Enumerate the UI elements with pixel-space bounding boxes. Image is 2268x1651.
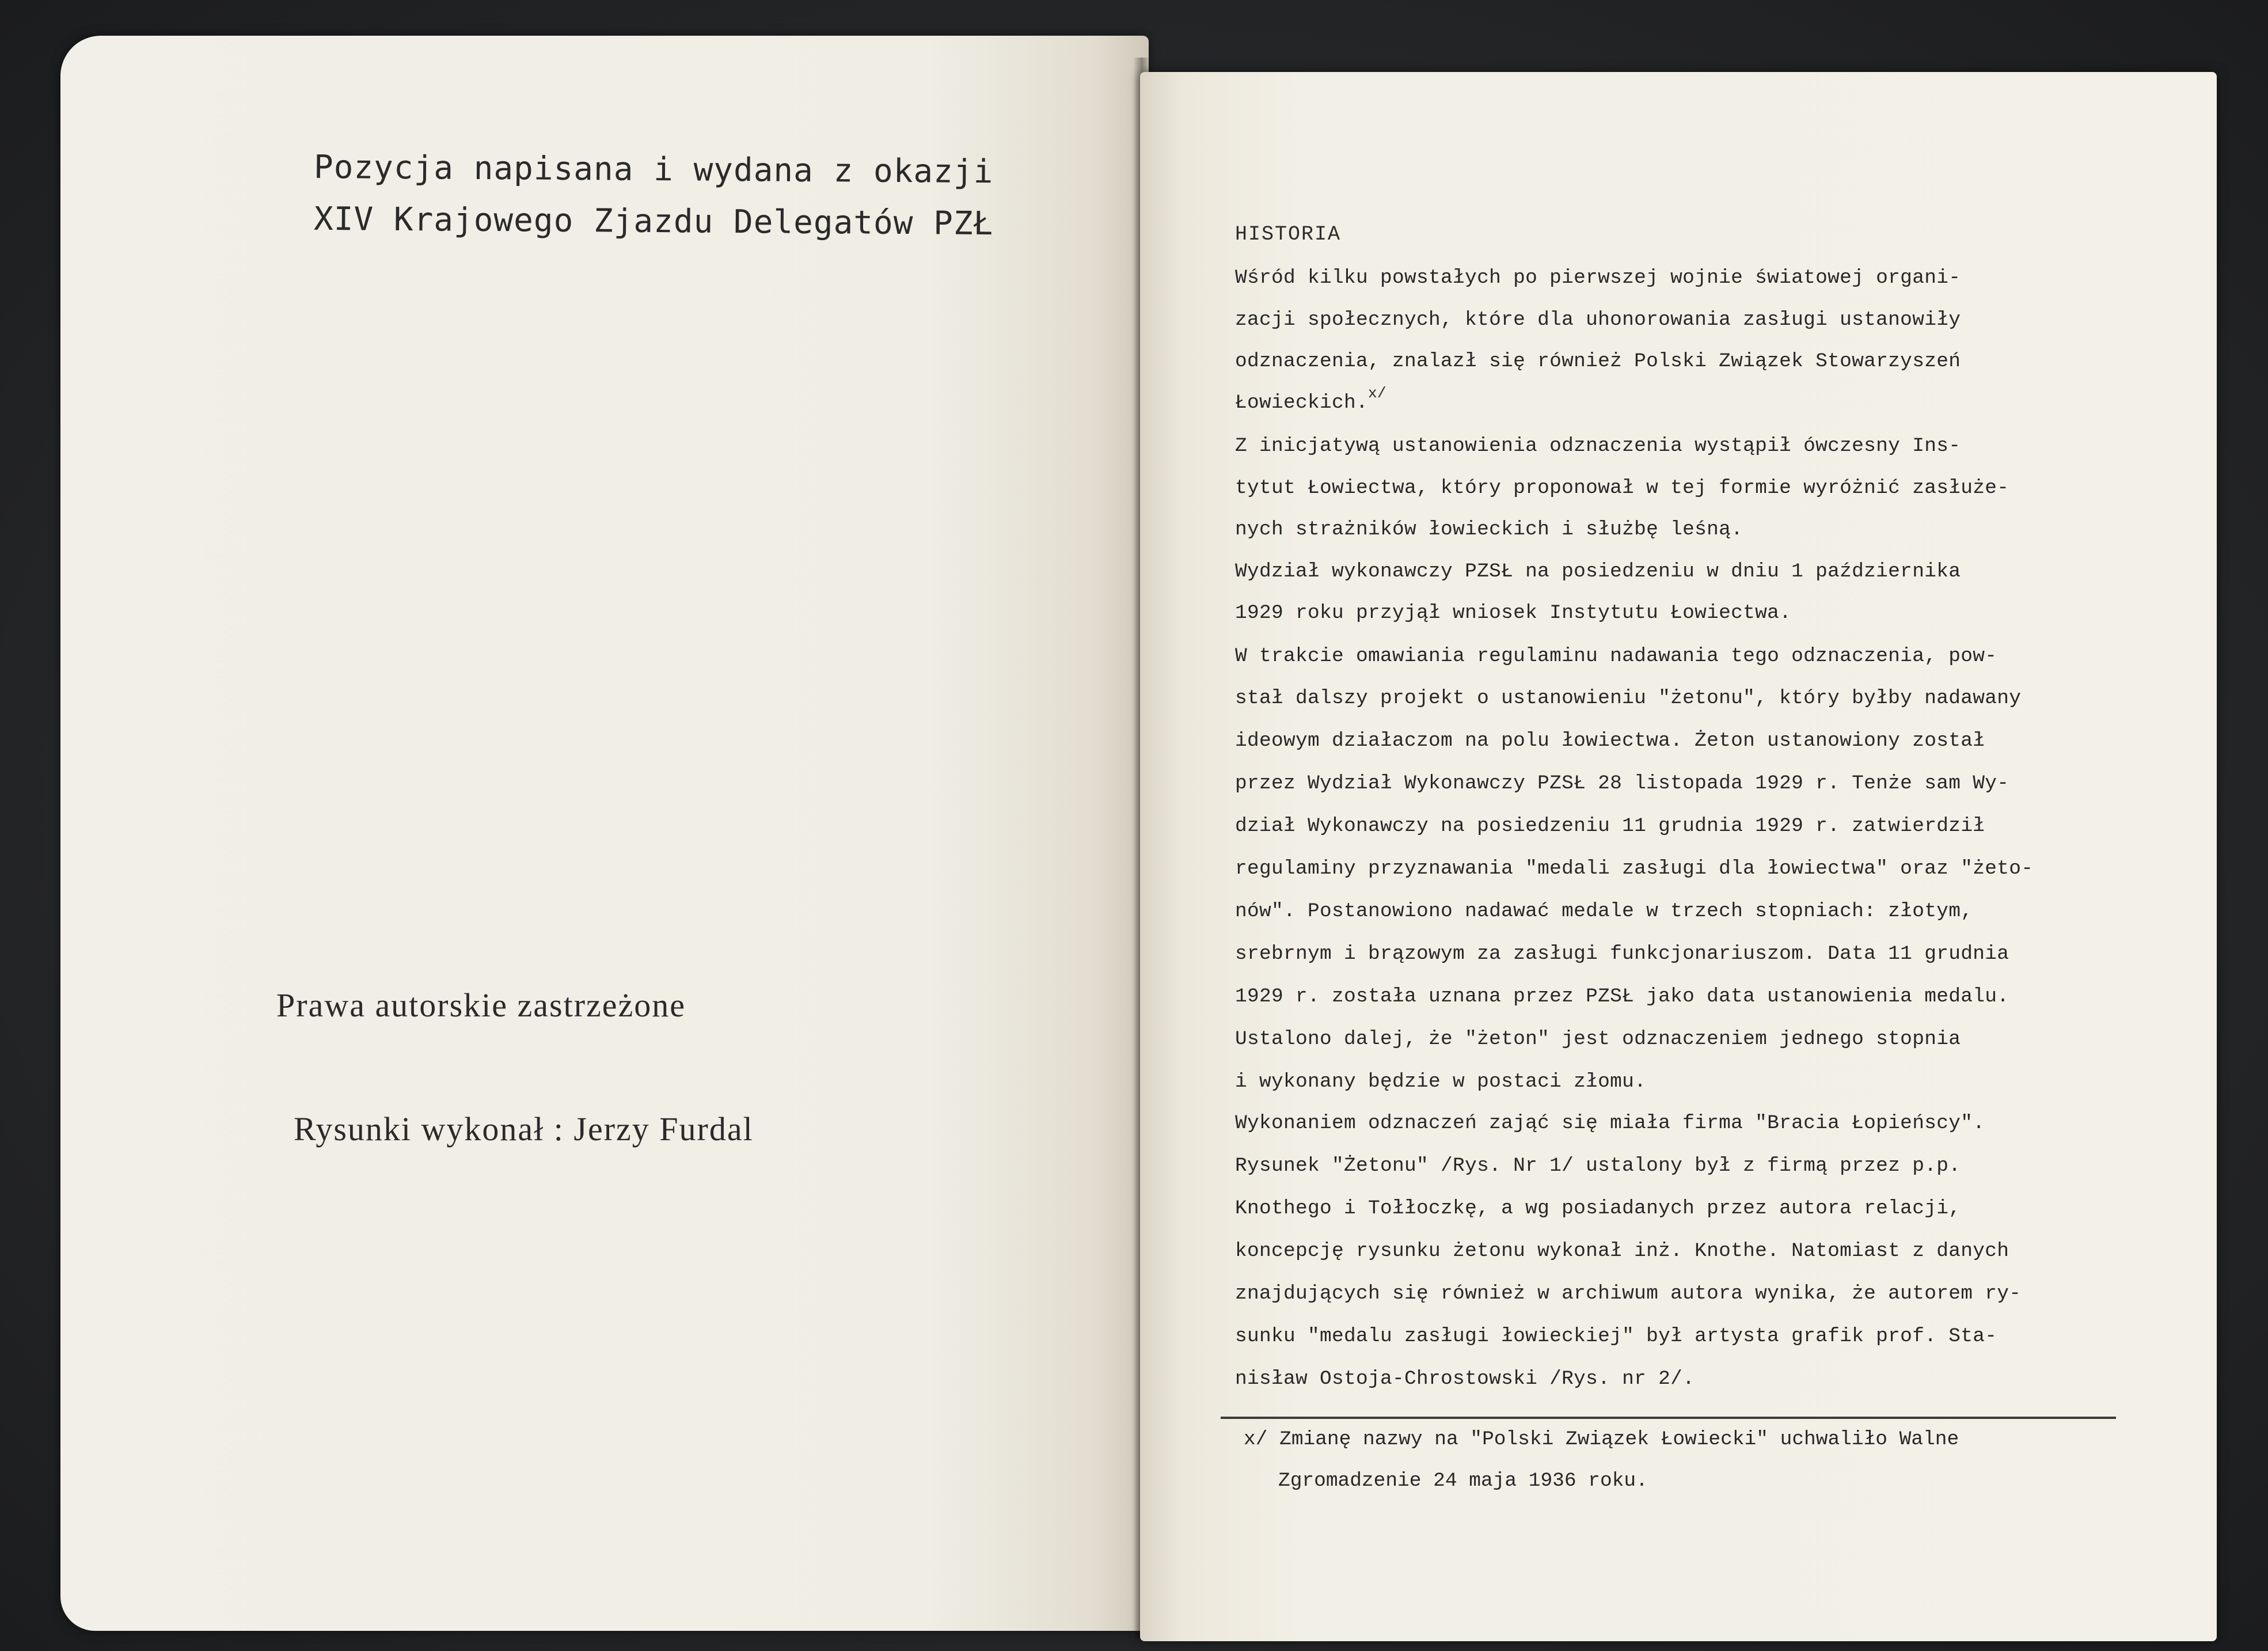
occasion-line-2: XIV Krajowego Zjazdu Delegatów PZŁ xyxy=(313,200,994,243)
text-line-4 xyxy=(1235,385,1386,414)
text-line-2: zacji społecznych, które dla uhonorowania zasługi ustanowiły xyxy=(1235,309,1961,331)
text-line-5: Z inicjatywą ustanowienia odznaczenia wystąpił ówczesny Ins- xyxy=(1235,435,1961,457)
text-line-9: 1929 roku przyjął wniosek Instytutu Łowiectwa. xyxy=(1235,602,1792,624)
text-line-16: nów". Postanowiono nadawać medale w trzech stopniach: złotym, xyxy=(1235,900,1973,923)
section-title: HISTORIA xyxy=(1235,223,1342,246)
text-line-7: nych strażników łowieckich i służbę leśną. xyxy=(1235,518,1743,541)
text-line-3: odznaczenia, znalazł się również Polski Związek Stowarzyszeń xyxy=(1235,350,1961,373)
left-page xyxy=(60,36,1149,1631)
copyright-notice: Prawa autorskie zastrzeżone xyxy=(276,986,686,1024)
text-line-14: dział Wykonawczy na posiedzeniu 11 grudnia 1929 r. zatwierdził xyxy=(1235,815,1985,837)
text-line-27: nisław Ostoja-Chrostowski /Rys. nr 2/. xyxy=(1235,1368,1695,1390)
text-line-21: Wykonaniem odznaczeń zająć się miała firma "Bracia Łopieńscy". xyxy=(1235,1112,1985,1134)
text-line-15: regulaminy przyznawania "medali zasługi dla łowiectwa" oraz "żeto- xyxy=(1235,857,2034,880)
text-line-6: tytut Łowiectwa, który proponował w tej formie wyróżnić zasłuże- xyxy=(1235,477,2009,499)
illustrations-credit: Rysunki wykonał : Jerzy Furdal xyxy=(294,1110,754,1148)
footnote-line-1: x/ Zmianę nazwy na "Polski Związek Łowiecki" uchwaliło Walne xyxy=(1244,1428,1959,1451)
text-line-22: Rysunek "Żetonu" /Rys. Nr 1/ ustalony był z firmą przez p.p. xyxy=(1235,1155,1961,1177)
text-line-1: Wśród kilku powstałych po pierwszej wojnie światowej organi- xyxy=(1235,267,1961,289)
text-line-19: Ustalono dalej, że "żeton" jest odznaczeniem jednego stopnia xyxy=(1235,1028,1961,1050)
text-line-25: znajdujących się również w archiwum autora wynika, że autorem ry- xyxy=(1235,1282,2022,1305)
text-line-13: przez Wydział Wykonawczy PZSŁ 28 listopada 1929 r. Tenże sam Wy- xyxy=(1235,772,2009,795)
text-line-12: ideowym działaczom na polu łowiectwa. Żeton ustanowiony został xyxy=(1235,730,1985,752)
text-line-17: srebrnym i brązowym za zasługi funkcjonariuszom. Data 11 grudnia xyxy=(1235,943,2009,965)
text-line-4-text: Łowieckich. xyxy=(1235,392,1369,414)
footnote-reference: x/ xyxy=(1368,385,1386,402)
text-line-20: i wykonany będzie w postaci złomu. xyxy=(1235,1071,1647,1093)
text-line-11: stał dalszy projekt o ustanowieniu "żetonu", który byłby nadawany xyxy=(1235,687,2022,709)
text-line-18: 1929 r. została uznana przez PZSŁ jako data ustanowienia medalu. xyxy=(1235,985,2009,1008)
footnote-divider xyxy=(1221,1417,2116,1419)
text-line-24: koncepcję rysunku żetonu wykonał inż. Knothe. Natomiast z danych xyxy=(1235,1240,2009,1262)
footnote-line-2: Zgromadzenie 24 maja 1936 roku. xyxy=(1278,1470,1648,1492)
text-line-10: W trakcie omawiania regulaminu nadawania tego odznaczenia, pow- xyxy=(1235,645,1997,667)
text-line-23: Knothego i Tołłoczkę, a wg posiadanych przez autora relacji, xyxy=(1235,1197,1961,1220)
text-line-26: sunku "medalu zasługi łowieckiej" był artysta grafik prof. Sta- xyxy=(1235,1325,1997,1348)
text-line-8: Wydział wykonawczy PZSŁ na posiedzeniu w dniu 1 października xyxy=(1235,560,1961,583)
right-page xyxy=(1140,72,2217,1641)
occasion-line-1: Pozycja napisana i wydana z okazji xyxy=(313,148,994,191)
